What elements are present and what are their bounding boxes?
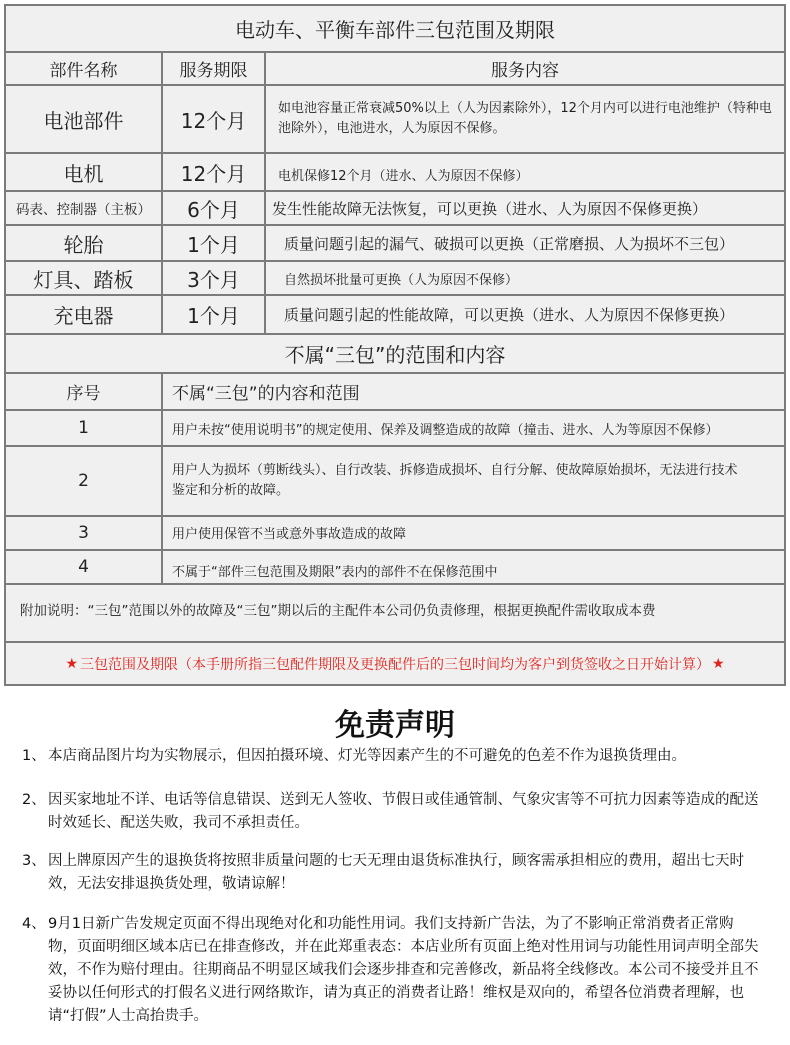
header-number: 序号	[6, 374, 161, 409]
warranty-footer	[6, 643, 784, 684]
exclusion-number-cell: 1	[6, 411, 161, 445]
exclusion-content-cell: 用户未按“使用说明书”的规定使用、保养及调整造成的故障（撞击、进水、人为等原因不保修）	[163, 411, 784, 445]
star-icon: ★	[65, 655, 78, 672]
disclaimer-item	[22, 789, 762, 835]
exclusion-number-cell: 3	[6, 517, 161, 549]
disclaimer-title: 免责声明	[335, 708, 455, 743]
disclaimer-item-text: 本店商品图片均为实物展示，但因拍摄环境、灯光等因素产生的不可避免的色差不作为退换货理由。	[48, 748, 686, 764]
star-icon: ★	[712, 655, 725, 672]
disclaimer-item-text: 因买家地址不详、电话等信息错误、送到无人签收、节假日或佳通管制、气象灾害等不可抗力因素等造成的配送时效延长、配送失败，我司不承担责任。	[48, 792, 759, 831]
service-period-cell: 12个月	[163, 86, 264, 152]
exclusion-number-cell: 2	[6, 447, 161, 515]
header-part-name: 部件名称	[6, 53, 161, 84]
part-name-cell: 电池部件	[6, 86, 161, 152]
exclusion-number-cell: 4	[6, 551, 161, 583]
service-period-cell: 3个月	[163, 262, 264, 294]
part-name-cell: 灯具、踏板	[6, 262, 161, 294]
exclusion-content-cell: 用户使用保管不当或意外事故造成的故障	[163, 517, 784, 549]
additional-note	[6, 585, 784, 641]
disclaimer-item-text: 9月1日新广告发规定页面不得出现绝对化和功能性用词。我们支持新广告法，为了不影响正常消费者正常购物，页面明细区域本店已在排查修改，并在此郑重表态：本店业所有页面上绝对性用词与功能性用词声明全部失效，不作为赔付理由。往期商品不明显区域我们会逐步排查和完善修改，新品将全线修改。本公司不接受并且不妥协以任何形式的打假名义进行网络欺诈，请为真正的消费者让路！维权是双向的，希望各位消费者理解，也请“打假”人士高抬贵手。	[48, 916, 759, 1024]
part-name-cell: 充电器	[6, 296, 161, 333]
disclaimer-item-text: 因上牌原因产生的退换货将按照非质量问题的七天无理由退货标准执行，顾客需承担相应的费用，超出七天时效，无法安排退换货处理，敬请谅解！	[48, 853, 744, 892]
warranty-table	[4, 4, 786, 686]
service-period-cell: 12个月	[163, 154, 264, 190]
warranty-footer-text: 三包范围及期限（本手册所指三包配件期限及更换配件后的三包时间均为客户到货签收之日开始计算）	[80, 656, 710, 673]
disclaimer-item-index: 3、	[22, 853, 46, 869]
header-service-period: 服务期限	[163, 53, 264, 84]
header-exclusion-content: 不属“三包”的内容和范围	[163, 374, 784, 409]
service-content-cell: 如电池容量正常衰减50%以上（人为因素除外），12个月内可以进行电池维护（特种电池除外），电池进水，人为原因不保修。	[266, 86, 784, 152]
exclusion-content-cell: 不属于“部件三包范围及期限”表内的部件不在保修范围中	[163, 551, 784, 583]
disclaimer-item-index: 4、	[22, 916, 46, 932]
service-period-cell: 6个月	[163, 192, 264, 224]
part-name-cell: 轮胎	[6, 226, 161, 260]
disclaimer-item	[22, 745, 762, 768]
service-content-cell: 自然损坏批量可更换（人为原因不保修）	[266, 262, 784, 294]
disclaimer-item-index: 2、	[22, 792, 46, 808]
disclaimer-item	[22, 913, 762, 1028]
service-content-cell: 电机保修12个月（进水、人为原因不保修）	[266, 154, 784, 190]
part-name-cell: 电机	[6, 154, 161, 190]
disclaimer-item	[22, 850, 762, 896]
additional-note-text: 附加说明：“三包”范围以外的故障及“三包”期以后的主配件本公司仍负责修理，根据更换配件需收取成本费	[20, 603, 656, 619]
header-service-content: 服务内容	[266, 53, 784, 84]
exclusion-content-cell: 用户人为损坏（剪断线头）、自行改装、拆修造成损坏、自行分解、使故障原始损坏，无法进行技术鉴定和分析的故障。	[163, 447, 784, 515]
warranty-table-title: 电动车、平衡车部件三包范围及期限	[6, 6, 784, 51]
exclusions-title: 不属“三包”的范围和内容	[6, 335, 784, 372]
disclaimer-item-index: 1、	[22, 748, 46, 764]
part-name-cell: 码表、控制器（主板）	[6, 192, 161, 224]
service-content-cell: 质量问题引起的漏气、破损可以更换（正常磨损、人为损坏不三包）	[266, 226, 784, 260]
service-content-cell: 质量问题引起的性能故障，可以更换（进水、人为原因不保修更换）	[266, 296, 784, 333]
service-period-cell: 1个月	[163, 296, 264, 333]
service-period-cell: 1个月	[163, 226, 264, 260]
service-content-cell: 发生性能故障无法恢复，可以更换（进水、人为原因不保修更换）	[266, 192, 784, 224]
